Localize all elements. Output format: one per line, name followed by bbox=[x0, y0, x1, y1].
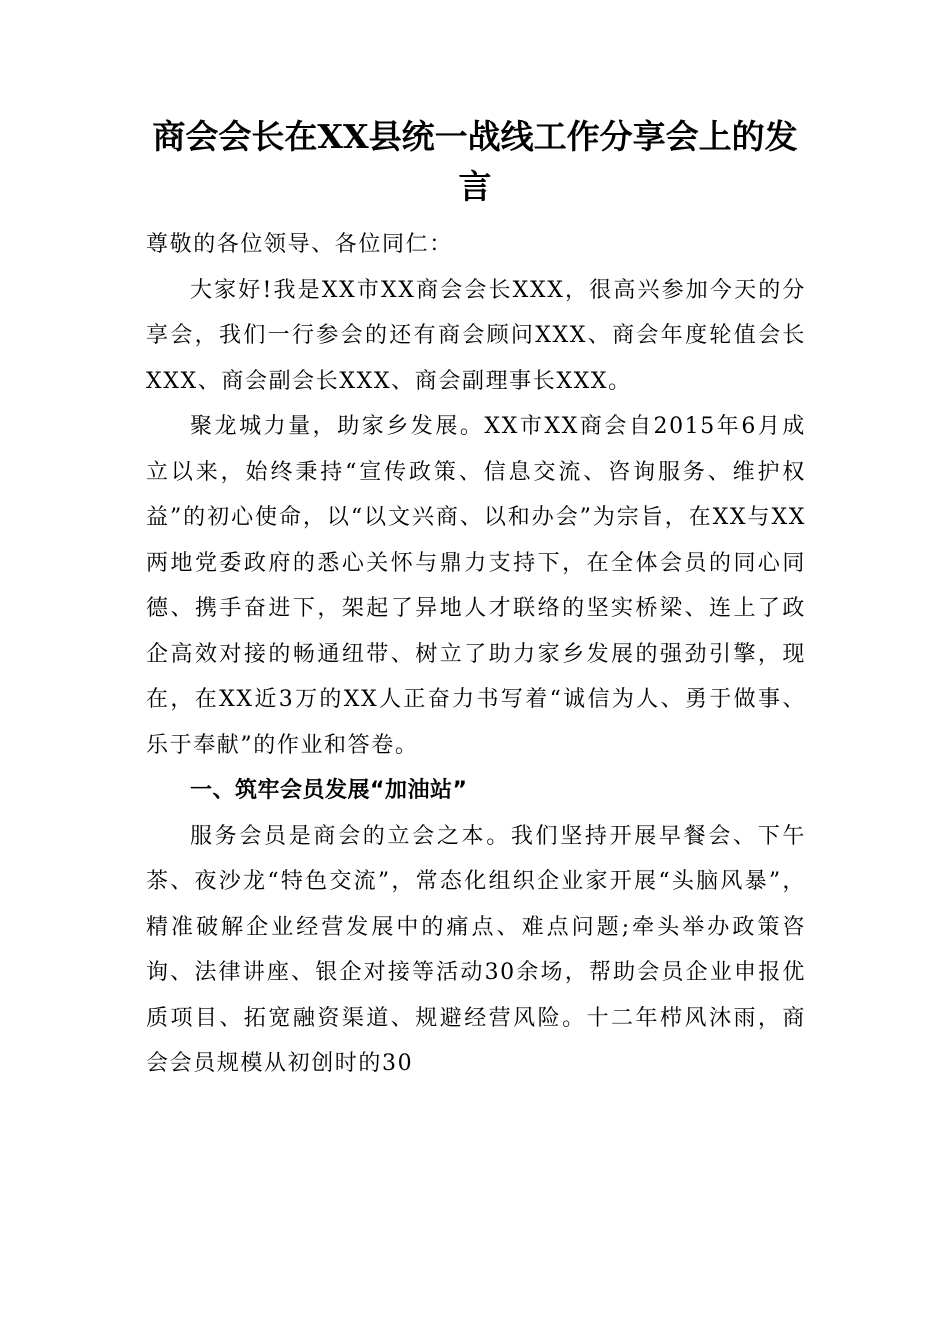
section-heading: 一、筑牢会员发展“加油站” bbox=[190, 778, 468, 803]
document-body bbox=[146, 222, 806, 1087]
salutation: 尊敬的各位领导、各位同仁： bbox=[146, 232, 453, 257]
paragraph-introduction: 聚龙城力量，助家乡发展。XX市XX商会自2015年6月成立以来，始终秉持“宣传政策、信息交流、咨询服务、维护权益”的初心使命，以“以文兴商、以和办会”为宗旨，在XX与XX两地党委政府的悉心关怀与鼎力支持下，在全体会员的同心同德、携手奋进下，架起了异地人才联络的坚实桥梁、连上了政企高效对接的畅通纽带、树立了助力家乡发展的强劲引擎，现在，在XX近3万的XX人正奋力书写着“诚信为人、勇于做事、乐于奉献”的作业和答卷。 bbox=[146, 414, 806, 758]
paragraph-greeting: 大家好!我是XX市XX商会会长XXX，很高兴参加今天的分享会，我们一行参会的还有商会顾问XXX、商会年度轮值会长XXX、商会副会长XXX、商会副理事长XXX。 bbox=[146, 277, 806, 394]
paragraph-section-one: 服务会员是商会的立会之本。我们坚持开展早餐会、下午茶、夜沙龙“特色交流”，常态化组织企业家开展“头脑风暴”，精准破解企业经营发展中的痛点、难点问题;牵头举办政策咨询、法律讲座、银企对接等活动30余场，帮助会员企业申报优质项目、拓宽融资渠道、规避经营风险。十二年栉风沐雨，商会会员规模从初创时的30 bbox=[146, 823, 806, 1076]
document-title: 商会会长在XX县统一战线工作分享会上的发言 bbox=[152, 117, 798, 206]
